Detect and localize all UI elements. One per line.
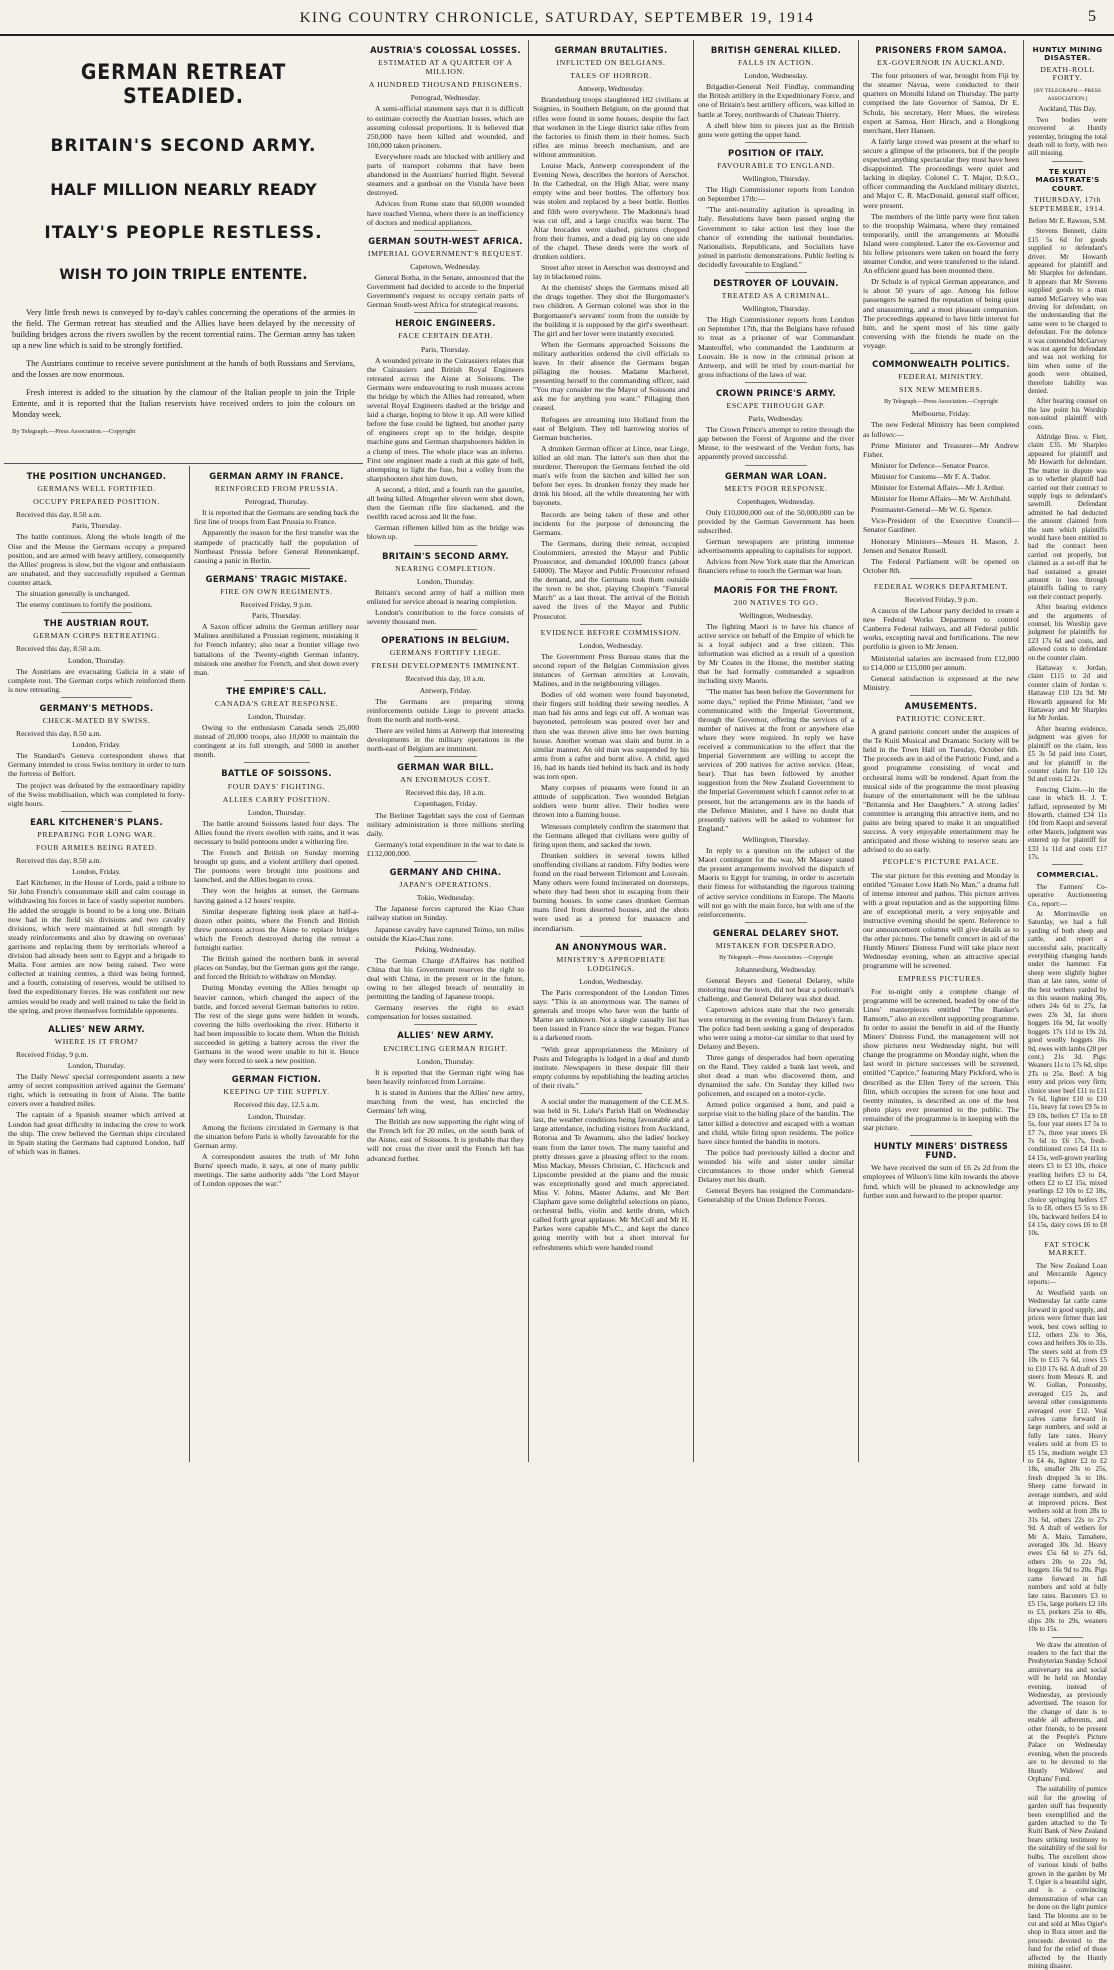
article-subhead: EVIDENCE BEFORE COMMISSION. [540, 627, 682, 637]
article-paragraph: Bodies of old women were found bayoneted, their fingers still holding their sewing needles. A man had his arms and legs cut off. A woman was bayoneted, petroleum was poured over her and then she was thrown alive into her own burning house. Another woman was slain and burnt in a similar manner. An old man was suspended by his arms from a rafter and burnt alive. A child, aged 16, had its hands tied behind its back and its body was torn open. [533, 690, 689, 782]
dateline: Received Friday, 9 p.m. [240, 600, 313, 610]
article-headline: AMUSEMENTS. [904, 700, 978, 711]
dateline: London, Thursday. [416, 576, 475, 586]
article-subhead: FOUR DAYS' FIGHTING. [227, 781, 326, 791]
dateline: Tokio, Wednesday. [416, 893, 475, 903]
article-paragraph: London's contribution to the force consists of seventy thousand men. [367, 607, 524, 627]
article-paragraph: A fairly large crowd was present at the wharf to secure a glimpse of the prisoners, but if the people expected anything spectacular they must have been disappointed. The proceedings were quiet and lacking in display. Colonel C. T. Major, D.S.O., officer commanding the Auckland military district, and Major C. R. MacDonald, general staff officer, were present. [863, 136, 1019, 210]
dateline: Received this day, 10 a.m. [405, 674, 486, 684]
column-7 [1023, 40, 1111, 1970]
article-headline: ALLIES' NEW ARMY. [397, 1030, 494, 1041]
article-paragraph: Dr Schulz is of typical German appearance, and is about 50 years of age. Among his fellow passengers he earned the reputation of being quiet and unassuming, and a most pleasant companion. The proceedings appeared to have little interest for him, and he spent most of his time gaily conversing with the friends he made on the voyage. [863, 277, 1019, 350]
dateline: London, Thursday. [247, 807, 306, 817]
article-subhead: NEARING COMPLETION. [395, 563, 496, 573]
article-paragraph: The enemy continues to fortify the positions. [16, 600, 153, 610]
article-subhead: ESCAPE THROUGH GAP. [726, 401, 826, 410]
article-paragraph: In reply to a question on the subject of the Maori contingent for the war, Mr Massey stated the present arrangements involved the dispatch of Maoris to Egypt for training, in order to ascertain their fitness for withstanding the rigorous training of active service conditions in Europe. The Maoris will not go with the main force, but with one of the reinforcements. [698, 846, 854, 919]
article-paragraph: Japanese cavalry have captured Teimo, ten miles outside the Kiao-Chau zone. [367, 924, 524, 943]
article-paragraph: It is reported that the Germans are sending back the first line of troops from East Prussia to France. [194, 508, 359, 527]
article-paragraph: The French and British on Sunday morning brought up guns, and a violent artillery duel opened. The pontoons were brought into positions and launched, and the Allies began to cross. [194, 848, 359, 885]
article-subhead: FRESH DEVELOPMENTS IMMINENT. [371, 661, 520, 671]
article-subhead: FEDERAL MINISTRY. [898, 372, 984, 382]
article-subhead: WHERE IS IT FROM? [54, 1036, 139, 1046]
article-headline: GERMAN WAR LOAN. [725, 470, 827, 481]
telegraph-credit: [BY TELEGRAPH.—PRESS ASSOCIATION.] [1034, 87, 1101, 103]
dateline: Petrograd, Wednesday. [410, 93, 481, 103]
article-subhead: MEETS POOR RESPONSE. [724, 483, 828, 493]
article-headline: GERMANS' TRAGIC MISTAKE. [205, 573, 348, 584]
article-subhead: ENCIRCLING GERMAN RIGHT. [383, 1043, 508, 1053]
article-paragraph: A social under the management of the C.E.M.S. was held in St. Luke's Parish Hall on Wednesday last, the weather conditions being favourable and a large attendance, including visitors from Auckland, Rotorua and Te Awamutu, also the ladies' hockey team from the latter town. The many tasteful and pretty dresses gave a pleasing effect to the room. Miss Mackay, Messrs Christian, C. Hitchcock and Lipscombe presided at the piano and the music was exceptionally good and much appreciated. Miss V. Johns, Master Adams, and Mr Bert Clapham gave some delightful selections on piano, orchestral bells, violin and kettle drum, which called forth great applause. Mr McColl and Mr H. Parkes were capable M's.C., and kept the dance going merrily with but a short interval for refreshments which were handed round [533, 1097, 689, 1252]
dateline: Received this day, 8.50 a.m. [16, 729, 102, 739]
article-paragraph: Only £10,000,000 out of the 50,000,000 can be provided by the German Government has been subscribed. [698, 507, 854, 536]
article-subhead: PATRIOTIC CONCERT. [896, 714, 986, 723]
article-headline: GERMANY'S METHODS. [39, 702, 154, 713]
article-paragraph: Advices from Rome state that 60,000 wounded have reached Vienna, where there is an inefficiency of doctors and medical appliances. [367, 199, 524, 227]
dateline: Paris, Thursday. [252, 611, 301, 621]
article-subhead: ALLIES CARRY POSITION. [222, 794, 331, 804]
article-paragraph: The Germans are preparing strong reinforcements outside Liege to prevent attacks from the north and north-west. [367, 696, 524, 724]
article-paragraph: Prime Minister and Treasurer—Mr Andrew Fisher. [863, 440, 1019, 459]
article-paragraph: The battle continues. Along the whole length of the Oise and the Meuse the Germans occupy a prepared position, and are armed with heavy artillery, consequently the Allies' progress is slow, but the vigour and enthusiasm are unabated, and they successfully repulsed a German counter attack. [8, 532, 185, 587]
article-paragraph: The High Commissioner reports from London on September 17th:— [698, 185, 854, 204]
article-headline: GERMAN SOUTH-WEST AFRICA. [368, 235, 523, 246]
article-paragraph: Stevens Bennett, claim £15 5s 6d for goods supplied to defendant's driver. Mr Howarth appeared for plaintiff and Mr Sharples for defendant. It appears that Mr Stevens supplied goods to a man named McGarvey who was driving for defendant, on the understanding that the same were to be charged to defendant. For the defence it was contended McGarvey was not agent for defendant and was not working for him when some of the goods were obtained, therefore liability was denied. [1028, 227, 1107, 396]
article-headline: BRITAIN'S SECOND ARMY. [382, 550, 509, 561]
article-headline: TE KUITI MAGISTRATE'S COURT. [1035, 166, 1100, 193]
article-subhead: TALES OF HORROR. [570, 71, 652, 81]
dateline: London, Wednesday. [579, 640, 643, 650]
article-paragraph: Street after street in Aerschot was destroyed and lay in blackened ruins. [533, 263, 689, 282]
article-paragraph: The British are now supporting the right wing of the French left for 20 miles, on the south bank of the Aisne, east of Soissons. It is probable that they will not cross the river until the French left has advanced further. [367, 1117, 524, 1163]
article-paragraph: General Beyers has resigned the Commandant-Generalship of the Union Defence Forces. [698, 1186, 854, 1205]
article-paragraph: A correspondent assures the truth of Mr John Burns' speech made, it says, at one of many public meetings. The same authority adds "the Lord Mayor of London opposes the war." [194, 1151, 359, 1189]
dateline: London, Thursday. [67, 1060, 126, 1070]
article-subhead: EMPRESS PICTURES. [898, 973, 984, 983]
article-paragraph: Drunken soldiers in several towns killed unoffending civilians at random. Fifty bodies were found on the road between Tirlemont and Louvain. Many others were found incinerated on doorsteps, where they had been shot in escaping from their burning houses. In some cases drunken German mans fired from deserted houses, and the shots were used as a pretext for massacre and incendiarism. [533, 850, 689, 933]
article-paragraph: For to-night only a complete change of programme will be screened, headed by one of the Lines' masterpieces entitled "The Banker's Ransom," also an excellent supporting programme. In order to assist the benefit in aid of the Huntly Miners' Distress Fund, the management will not show pictures next Wednesday night, but will change the programme on Monday night, when the last word in picture successes will be screened, entitled "Caprice," featuring Mary Pickford, who is described as the Ellen Terry of the screen. This film, which occupies the screen for one hour and twenty minutes, is described as one of the best photo plays ever presented to the public. The remainder of the programme is in keeping with the star picture. [863, 986, 1019, 1133]
article-subhead: THURSDAY, 17th SEPTEMBER, 1914. [1029, 195, 1106, 213]
dateline: Paris, Thursday. [72, 521, 121, 531]
article-paragraph: The Farmers' Co-operative Auctioneering Co., report:— [1028, 882, 1107, 908]
article-paragraph: A Saxon officer admits the German artillery near Malines annihilated a Prussian regiment, mistaking it for French infantry; also near a frontier village two battalions of the Twenty-eighth German infantry, mistook one another for French, and shot down every man. [194, 622, 359, 677]
article-subhead: GERMANS FORTIFY LIEGE. [389, 648, 502, 658]
dateline: Received Friday, 9 p.m. [904, 594, 978, 604]
article-paragraph: General Beyers and General Delarey, while motoring near the town, did not hear a policeman's challenge, and General Delarey was shot dead. [698, 976, 854, 1004]
article-headline: AUSTRIA'S COLOSSAL LOSSES. [370, 45, 521, 55]
dateline: London, Friday. [72, 740, 121, 750]
article-subhead: FALLS IN ACTION. [738, 58, 814, 68]
article-subhead: FIRE ON OWN REGIMENTS. [220, 586, 333, 596]
dateline: Johannesburg, Wednesday. [735, 965, 817, 975]
lead-headline-1: GERMAN RETREAT STEADIED. [80, 60, 287, 108]
article-paragraph: The British gained the northern bank in several places on Sunday, but the German guns got the range, and forced the British to withdraw on Monday. [194, 954, 359, 982]
article-paragraph: A grand patriotic concert under the auspices of the Te Kuiti Musical and Dramatic Society will be held in the Town Hall on Tuesday, October 6th. The proceeds are in aid of the Patriotic Fund, and a good programme consisting of vocal and orchestral items will be rendered. Apart from the musical side of the programme the most pleasing feature of the entertainment will be the tableau "Britannia and Her Daughters." A strong ladies' committee is arranging this attractive item, and no pains are being spared to make it an unqualified success. A very enjoyable entertainment may be anticipated and those wishing to reserve seats are advised to do so early. [863, 727, 1019, 855]
article-paragraph: Postmaster-General—Mr W. G. Spence. [871, 505, 993, 515]
article-paragraph: The members of the little party were first taken to the troopship Waimana, where they remained temporarily, until the arrangements at Motuihi Island were completed. Later the ex-Governor and his fellow prisoners were taken on board the ferry steamer Condor, and were transferred to the island. An efficient guard has been mounted there. [863, 211, 1019, 276]
article-paragraph: The suitability of pumice soil for the growing of garden stuff has frequently been exemplified and the garden attached to the Te Kuiti Bank of New Zealand bears striking testimony to the suitability of the soil for bulbs. The excellent show of various kinds of bulbs grown in the garden by Mr T. Ogier is a beautiful sight, and is a convincing demonstration of what can be done on the light pumice land. The blooms are to be cut and sold at Miss Ogier's shop in Rora street and the proceeds devoted to the fund for the relief of those affected by the Huntly mining disaster. [1028, 1785, 1107, 1970]
article-paragraph: Minister for Home Affairs—Mr W. Archibald. [871, 494, 1012, 504]
article-subhead: FOUR ARMIES BEING RATED. [36, 843, 157, 852]
article-paragraph: Among the fictions circulated in Germany is that the situation before Paris is wholly favourable for the German army. [194, 1122, 359, 1150]
article-paragraph: At Westfield yards on Wednesday fat cattle came forward in good supply, and prices were firmer than last week, best cows selling to £12, others 23s to 36s, cows and heifers 30s to 33s. The steers sold at from £9 10s to £15 7s 6d, cows £5 to £10 17s 6d. A draft of 20 steers from Messrs R. and W. Gollan, Ponsonby, averaged £15 2s, and several other consignments averaged over £12. Veal calves came forward in large numbers, and sold at fully late rates. Heavy vealers sold at from £5 to £5 15s, medium weight £3 to £4 4s, lighter £2 to £2 18s, smaller 20s to 25s, fresh dropped 3s to 18s. Sheep came forward in average numbers, and sold at improved prices. Best wethers sold at from 28s to 31s 6d, others 22s to 27s 9d. A draft of wethers for Mr A. Maio, Tamahere, averaged 30s 3d. Heavy ewes £5s 6d to 27s 6d, others 20s to 22s 9d, hoggets 16s 9d to 20s. Pigs came forward in full numbers and sold at fully late rates. Baconers £3 to £5 15s, large porkers £2 10s to £3, porkers 25s to 48s, slips 20s to 29s, weaners 10s to 15s. [1028, 1288, 1107, 1634]
dateline: Melbourne, Friday. [911, 409, 971, 419]
dateline: Wellington, Thursday. [742, 174, 810, 184]
article-paragraph: Apparently the reason for the first transfer was the stampede of practically half the population of Northeast Prussia before General Rennenkampf, causing a panic in Berlin. [194, 528, 359, 565]
article-paragraph: Two bodies were recovered at Huntly yesterday, bringing the total death roll to forty, with two still missing. [1028, 115, 1107, 158]
article-subhead: MISTAKEN FOR DESPERADO. [715, 940, 837, 950]
article-paragraph: General satisfaction is expressed at the new Ministry. [863, 673, 1019, 692]
dateline: Received this day, 8.50 a.m. [16, 856, 102, 866]
article-subhead: FAT STOCK MARKET. [1044, 1239, 1091, 1258]
article-paragraph: The Paris correspondent of the London Times says: "This is an anonymous war. The names of generals and troops who have won the battle of Marne are unknown. Not a single casualty list has been issued in France since the war began. France is a darkened room. [533, 988, 689, 1043]
article-paragraph: Britain's second army of half a million men enlisted for service abroad is nearing completion. [367, 587, 524, 606]
article-paragraph: The Crown Prince's attempt to retire through the gap between the Forest of Argonne and the river Meuse, to the westward of the Verdun forts, has apparently proved successful. [698, 425, 854, 462]
article-paragraph: When the Germans approached Soissons the military authorities ordered the civil officials to leave. In their absence the Germans began pillaging the houses. Madame Macherel, presenting herself to the commanding officer, said "You may consider me the Mayor of Soissons and ask me for anything you want." Pillaging then ceased. [533, 339, 689, 413]
article-headline: THE AUSTRIAN ROUT. [43, 618, 150, 629]
article-paragraph: The New Zealand Loan and Mercantile Agency reports:— [1028, 1261, 1107, 1287]
article-paragraph: It is reported that the German right wing has been heavily reinforced from Lorraine. [367, 1067, 524, 1086]
article-subhead: SIX NEW MEMBERS. [899, 385, 983, 395]
lead-headline-4: ITALY'S PEOPLE RESTLESS. [44, 223, 323, 243]
article-headline: GENERAL DELAREY SHOT. [712, 927, 840, 938]
article-paragraph: Vice-President of the Executive Council—Senator Gardiner. [863, 516, 1019, 535]
article-subhead: INFLICTED ON BELGIANS. [556, 58, 666, 68]
dateline: Paris, Thursday. [421, 344, 470, 354]
article-paragraph: Advices from New York state that the American financiers refuse to touch the German war loan. [698, 557, 854, 576]
article-paragraph: Ministerial salaries are increased from £12,000 to £14,000 or £15,000 per annum. [863, 653, 1019, 672]
article-paragraph: "The matter has been before the Government for some days," replied the Prime Minister, "and we communicated with the Imperial Government, through the Governor, offering the services of a number of natives at the front or anywhere else where they were required. In reply we have received a communication to the effect that the Imperial Government are willing to accept the services of 200 natives for active service. (Hear, hear). That has been followed by another suggestion from the New Zealand Government to the Imperial Government which I cannot refer to at present, but the arrangements are in the hands of the Defence Minister, and I have no doubt that presently natives will be asked to volunteer for England." [698, 687, 854, 833]
article-paragraph: A semi-official statement says that it is difficult to estimate correctly the Austrian losses, which are assuming colossal proportions. It is believed that 250,000 have been killed and wounded, and 100,000 taken prisoners. [367, 104, 524, 150]
article-paragraph: Owing to the enthusiasm Canada sends 25,000 instead of 20,000 troops, also 10,000 to maintain the contingent at its full strength, and 5000 in another month. [194, 723, 359, 760]
article-paragraph: A shell blew him to pieces just as the British guns were getting the upper hand. [698, 120, 854, 139]
article-paragraph: Aldridge Bros. v. Flett, claim £35. Mr Sharples appeared for plaintiff and Mr Howarth for defendant. The matter in dispute was as to whether plaintiff had carried out their contract to supply logs to defendant's sawmill. Defendant admitted he had deducted the amount claimed from the sum which plaintiffs would have been entitled to had the contract been carried out properly, but claimed as a set-off that he had sustained a greater amount in loss through plaintiffs failing to carry out their contract properly. [1028, 433, 1107, 601]
page-number: 5 [1088, 8, 1096, 25]
article-paragraph: The Daily News' special correspondent asserts a new army of secret composition arrived against the Germans' right, which is retreating in front of Aisne. The battle covers over a hundred miles. [8, 1072, 185, 1109]
article-subhead: REINFORCED FROM PRUSSIA. [214, 484, 339, 494]
article-headline: HUNTLY MINING DISASTER. [1032, 45, 1103, 63]
article-paragraph: The Standard's Geneva correspondent shows that Germany intended to cross Swiss territory in order to turn the fortress of Belfort. [8, 751, 185, 779]
column-1 [4, 466, 189, 1462]
dateline: Auckland, This Day. [1038, 105, 1097, 114]
dateline: Peking, Wednesday. [415, 944, 476, 954]
article-paragraph: Armed police organised a hunt, and paid a surprise visit to the hiding place of the bandits. The latter killed a detective and escaped with a woman and child, while firing upon residents. The police have since hunted the bandits in motors. [698, 1100, 854, 1146]
article-paragraph: Capetown advices state that the two generals were returning in the evening from Delarey's farm. The police had been seeking a gang of desperados who were using a motor-car similar to that used by Delarey and Beyers. [698, 1005, 854, 1051]
column-6 [858, 40, 1023, 1462]
article-paragraph: The battle around Soissons lasted four days. The Allies found the rivers swollen with rains, and it was necessary to build pontoons under a withering fire. [194, 818, 359, 846]
dateline: Wellington, Thursday. [742, 834, 810, 844]
article-subhead: MINISTRY'S APPROPRIATE LODGINGS. [556, 954, 666, 973]
article-paragraph: A drunken German officer at Lince, near Liege, killed an old man. The latter's son then shot the murderer. Thereupon the Germans fetched the old man's wife from the kitchen and killed her son before her eyes. In drunken frenzy they made her drink his blood, all the while threatening her with bayonets. [533, 443, 689, 508]
article-paragraph: The four prisoners of war, brought from Fiji by the steamer Navua, were conducted to their quarters on Motuihi Island on Thursday. The party comprised the late Governor of Samoa, Dr E. Schulz, his secretary, Herr Mues, the wireless expert at Samoa, Herr Hirsch, and a Hongkong merchant, Herr Hansen. [863, 71, 1019, 135]
dateline: London, Thursday. [67, 655, 126, 665]
article-paragraph: The new Federal Ministry has been completed as follows:— [863, 420, 1019, 439]
article-paragraph: German newspapers are printing immense advertisements appealing to capitalists for support. [698, 537, 854, 556]
dateline: Copenhagen, Wednesday. [737, 496, 815, 506]
article-paragraph: The captain of a Spanish steamer which arrived at London had great difficulty in inducing the crew to work the ship. The crew believed the German ships circulated in Spain stating the Germans had captured London, half of which was in flames. [8, 1110, 185, 1156]
article-subhead: GERMANS WELL FORTIFIED. [37, 484, 156, 494]
article-headline: AN ANONYMOUS WAR. [555, 941, 667, 952]
article-paragraph: They won the heights at sunset, the Germans having gained a 12 hours' respite. [194, 886, 359, 905]
article-paragraph: A second, a third, and a fourth ran the gauntlet, all being killed. Altogether eleven were shot down, then the German rifle fire slackened, and the twelfth raced across and lit the fuse. [367, 484, 524, 522]
lead-headline-3: HALF MILLION NEARLY READY [50, 180, 317, 199]
article-paragraph: The situation generally is unchanged. [16, 589, 130, 599]
article-headline: DESTROYER OF LOUVAIN. [713, 277, 839, 288]
article-paragraph: We have received the sum of £6 2s 2d from the employees of Wilson's lime kiln towards the above fund, which will be pleased to acknowledge any further sum and forward to the proper quarter. [863, 1163, 1019, 1200]
article-paragraph: Honorary Ministers—Messrs H. Mason, J. Jensen and Senator Russell. [863, 536, 1019, 555]
article-subhead: KEEPING UP THE SUPPLY. [223, 1087, 330, 1097]
article-headline: HUNTLY MINERS' DISTRESS FUND. [873, 1141, 1009, 1161]
masthead [0, 0, 1114, 36]
article-paragraph: During Monday evening the Allies brought up heavier cannon, which changed the aspect of the battle, and forced several German batteries to retire. The rest of the siege guns were hidden in woods, covering the hills overlooking the river. Hitherto it had been impossible to locate them. When the British succeeded in getting a battery across the river the Germans in the wood were unable to hit it. Hence they were forced to seek a new position. [194, 983, 359, 1066]
column-3 [363, 40, 528, 1462]
article-headline: GERMAN BRUTALITIES. [554, 45, 668, 55]
article-subhead: ESTIMATED AT A QUARTER OF A MILLION. [378, 58, 513, 77]
article-paragraph: Everywhere roads are blocked with artillery and parts of transport columns that have been abandoned in the Austrians' hurried flight. Several steamers and a gunboat on the Vistula have been destroyed. [367, 151, 524, 198]
article-headline: THE POSITION UNCHANGED. [26, 471, 167, 481]
article-paragraph: Louise Mack, Antwerp correspondent of the Evening News, describes the horrors of Aerschot. In the Cathedral, on the High Altar, were many empty wine and beer bottles. The offertory box was stolen and replaced by a beer bottle. Bottles and filth were everywhere. The Madonna's head was cut off, and a large crucifix was burnt. The Altar brocades were slashed, pictures chopped from their frames, and a dead pig lay on one side of the chapel. These deeds were the work of drunken soldiers. [533, 161, 689, 261]
lead-paragraph: Fresh interest is added to the situation by the clamour of the Italian people to join the Triple Entente, and it is reported that the Italian reservists have received orders to join the colours on Monday week. [12, 388, 355, 419]
dateline: Received this day, 10 a.m. [405, 788, 486, 798]
column-4 [528, 40, 693, 1462]
article-paragraph: The Japanese forces captured the Kiao Chau railway station on Sunday. [367, 904, 524, 923]
article-paragraph: Brigadier-General Neil Findlay, commanding the British artillery in the Expeditionary Force, and one of Britain's best artillery officers, was killed in battle at Torey, northwards of Chateau Thierry. [698, 82, 854, 119]
dateline: Antwerp, Wednesday. [577, 84, 645, 94]
article-headline: ALLIES' NEW ARMY. [48, 1023, 145, 1034]
dateline: Received this day, 12.5 a.m. [233, 1100, 320, 1110]
article-paragraph: It is stated in Amiens that the Allies' new army, marching from the west, has encircled the Germans' left wing. [367, 1087, 524, 1116]
article-headline: GERMAN WAR BILL. [397, 762, 494, 773]
article-paragraph: At the chemists' shops the Germans mixed all the drugs together. They shot the Burgomaster's two children. A German colonel was shot in the Burgomaster's servants' room from the outside by the building it is supposed by the girl's sweetheart. The girl and her lover were instantly executed. [533, 283, 689, 338]
article-paragraph: The High Commissioner reports from London on September 17th, that the Belgians have refused to treat as a prisoner of war Commandant Manteuffel, who commanded the Landsturm at Louvain. He is now in the criminal prison at Antwerp, and will be tried by court-martial for gross infractions of the laws of war. [698, 315, 854, 379]
article-paragraph: The Berliner Tageblatt says the cost of German military administration is three millions sterling daily. [367, 810, 524, 838]
article-headline: BATTLE OF SOISSONS. [221, 768, 332, 779]
masthead-title: KING COUNTRY CHRONICLE, SATURDAY, SEPTEMBER 19, 1914 [299, 10, 815, 26]
article-subhead: CHECK-MATED BY SWISS. [42, 715, 151, 725]
article-paragraph: Germany's total expenditure in the war to date is £132,000,000. [367, 839, 524, 858]
article-paragraph: Hattaway v. Jordan, claim £115 to 2d and counter claim of Jordan v. Hattaway £10 12s 9d. Mr Howarth appeared for Mr Hattaway and Mr Sharples for Mr Jordan. [1028, 664, 1107, 723]
article-subhead: 200 NATIVES TO GO. [733, 597, 819, 607]
article-paragraph: Records are being taken of these and other incidents for the purpose of denouncing the Germans. [533, 509, 689, 537]
article-paragraph: After hearing evidence and the arguments of counsel, his Worship gave judgment for plaintiffs for £23 17s 6d and costs, and allowed costs to defendant on the counter claim. [1028, 603, 1107, 662]
article-headline: COMMONWEALTH POLITICS. [872, 359, 1010, 369]
article-paragraph: The police had previously killed a doctor and wounded his wife and sister under similar circumstances to those under which General Delarey met his death. [698, 1147, 854, 1185]
dateline: Wellington, Wednesday. [739, 610, 813, 620]
article-paragraph: Earl Kitchener, in the House of Lords, paid a tribute to Sir John French's consummate skill and calm courage in withdrawing his forces in face of vastly superior numbers. He added the struggle is bound to be a long one. Britain now had in the field six divisions and two cavalry divisions, which were maintained at full strength by steady reinforcements and also by drawing on overseas' garrisons and replacing them by territorials whereof a division had already been sent to Egypt and a brigade to Malta. Four armies are now being raised. Two were collected at training centres, a third was being formed, and a fourth, consisting of reserves, would be utilised to feed the expeditionary forces. He was confident our new armies would be ready and well trained to take the field in the spring, and prove themselves formidable opponents. [8, 878, 185, 1015]
dateline: Received this day, 8.50 a.m. [16, 510, 102, 520]
dateline: London, Thursday. [247, 711, 306, 721]
telegraph-credit: By Telegraph.—Press Association.—Copyright [719, 954, 833, 961]
dateline: London, Friday. [72, 867, 121, 877]
dateline: London, Thursday. [247, 1111, 306, 1121]
article-paragraph: We draw the attention of readers to the fact that the Presbyterian Sunday School anniversary tea and social will be held on Monday evening, instead of Wednesday, as previously advertised. The reason for the change of date is to enable all adherents, and other friends, to be present at the People's Picture Palace on Wednesday evening, when the proceeds are to be devoted to the Huntly Widows' and Orphans' Fund. [1028, 1640, 1107, 1784]
telegraph-credit: By Telegraph.—Press Association.—Copyright [884, 399, 998, 406]
article-paragraph: After hearing counsel on the law point his Worship non-suited plaintiff with costs. [1028, 397, 1107, 431]
article-subhead: DEATH-ROLL FORTY. [1040, 64, 1095, 83]
article-headline: HEROIC ENGINEERS. [395, 318, 496, 329]
lead-story [4, 40, 363, 464]
article-subhead: OCCUPY PREPARED POSITION. [33, 497, 160, 507]
article-subhead: IMPERIAL GOVERNMENT'S REQUEST. [367, 248, 524, 258]
article-paragraph: Refugees are streaming into Holland from the east of Belgium. They tell harrowing stories of German butcheries. [533, 414, 689, 442]
article-paragraph: Three gangs of desperados had been operating on the Rand. They raided a bank last week, and shot dead a man who discovered them, and dynamited the safe. On Sunday they killed two policemen, and escaped on a motor-cycle. [698, 1052, 854, 1099]
article-paragraph: "The anti-neutrality agitation is spreading in Italy. Resolutions have been passed urging the Government to take action lest they lose the chance of extending the national boundaries. Nationalists, Republicans, and Socialists have joined in patriotic demonstrations. Public feeling is decidedly favourable to England." [698, 205, 854, 269]
dateline: London, Wednesday. [744, 71, 808, 81]
article-subhead: FAVOURABLE TO ENGLAND. [717, 160, 835, 170]
dateline: Wellington, Thursday. [742, 304, 810, 314]
article-subhead: PEOPLE'S PICTURE PALACE. [882, 857, 1000, 867]
article-paragraph: Many corpses of peasants were found in an attitude of supplication. Two wounded Belgian soldiers were burnt alive. Their bodies were thrown into a flaming house. [533, 783, 689, 820]
article-paragraph: "With great appropriateness the Ministry of Posts and Telegraphs is lodged in a deaf and dumb institute. Newspapers in these despair fill their empty columns by republishing the leading articles of their rivals." [533, 1044, 689, 1090]
article-paragraph: Brandenburg troops slaughtered 182 civilians at Soignies, in Southern Belgium, on the ground that rifles were found in some houses, despite the fact that workmen in the Liege district take rifles from the factories to finish them in their homes. Such rifles are minus breech mechanism, and are without ammunition. [533, 95, 689, 159]
article-headline: POSITION OF ITALY. [728, 147, 824, 158]
article-headline: OPERATIONS IN BELGIUM. [381, 635, 510, 646]
lead-headline-2: BRITAIN'S SECOND ARMY. [50, 136, 317, 156]
article-subhead: A HUNDRED THOUSAND PRISONERS. [368, 80, 523, 90]
article-paragraph: The project was defeated by the extraordinary rapidity of the Swiss mobilisation, which was completed in forty-eight hours. [8, 780, 185, 808]
dateline: Paris, Wednesday. [748, 414, 804, 424]
dateline: Received Friday, 9 p.m. [16, 1049, 89, 1059]
article-subhead: JAPAN'S OPERATIONS. [399, 880, 492, 890]
article-headline: GERMANY AND CHINA. [389, 867, 502, 878]
dateline: Received this day, 8.50 a.m. [16, 644, 102, 654]
article-paragraph: The Federal Parliament will be opened on October 8th. [863, 556, 1019, 575]
lead-paragraph: The Austrians continue to receive severe punishment at the hands of both Russians and Servians, and the losses are now enormous. [12, 359, 355, 379]
article-paragraph: A caucus of the Labour party decided to create a new Federal Works Department to control Canberra Federal railways, and all Federal public works, excepting naval and fortifications. The new portfolio is given to Mr Jensen. [863, 606, 1019, 652]
article-headline: BRITISH GENERAL KILLED. [710, 45, 842, 55]
article-paragraph: The German Charge d'Affaires has notified China that his Government reserves the right to deal with China, in the present or in the future, owing to her alleged breach of neutrality in permitting the landing of Japanese troops. [367, 955, 524, 1002]
article-paragraph: Witnesses completely confirm the statement that the Germans alleged that civilians were guilty of firing upon them, and sacked the town. [533, 821, 689, 849]
article-paragraph: At Morrinsville on Saturday, we had a full yarding of both sheep and cattle, and report a successful sale, practically everything changing hands under the hammer. Fat sheep were slightly higher than at late rates, some of the best wethers yarded by us this season making 30s, others 24s 6d to 27s, fat ewes 23s 3d, fat shorn hoggets 16s 9d, fat woolly hoggets 17s 11d to 19s 2d, good woolly hoggets 16s 9d, ewes with lambs (20 per cent.) 21s 3d. Pigs: Weaners 11s to 17s 6d, slips 2Ts to 25s. Beef: A big entry and prices very firm; choice steer beef £11 to £11 7s 6d, lighter £10 to £10 11s, heavy fat cows £9 5s to £9 10s, heifers £7 15s to £8 5s, four year steers £7 5s to £7 7s, three year steers £6 7s 6d to £6 17s, fresh-conditioned cows £4 11s to £4 15s, well-grown yearling steers £3 to £3 10s, choice yearling heifers £3 to £4, others £2 to £2 15s, mixed yearlings £2 10s to £2 18s, choice springing heifers £7 5s to £8, others £5 5s to £6 10s, backward heifers £4 to £4 15s, dairy cows £6 to £8 10s. [1028, 910, 1107, 1238]
article-headline: COMMERCIAL. [1036, 870, 1099, 880]
dateline: Capetown, Wednesday. [410, 261, 481, 271]
article-subhead: TREATED AS A CRIMINAL. [721, 291, 831, 301]
dateline: Before Mr E. Rawson, S.M. [1028, 216, 1107, 225]
article-subhead: PREPARING FOR LONG WAR. [37, 829, 156, 839]
lead-headline-5: WISH TO JOIN TRIPLE ENTENTE. [59, 267, 308, 283]
article-headline: EARL KITCHENER'S PLANS. [30, 816, 163, 827]
article-paragraph: There are veiled hints at Antwerp that interesting developments in the military operations in the north-east of Belgium are imminent. [367, 725, 524, 754]
article-subhead: GERMAN CORPS RETREATING. [33, 631, 160, 641]
dateline: Antwerp, Friday. [419, 685, 472, 695]
article-paragraph: Fencing Claim.—In the case in which H. J. T. Jaffard, represented by Mr Howarth, claimed £34 11s 10d from Kaopi and several other Maoris, judgment was entered up for plaintiff for £33 1s 11d and costs £17 17s. [1028, 785, 1107, 861]
article-headline: MAORIS FOR THE FRONT. [713, 584, 839, 595]
dateline: London, Wednesday. [579, 976, 643, 986]
article-headline: CROWN PRINCE'S ARMY. [715, 387, 837, 398]
article-headline: PRISONERS FROM SAMOA. [875, 45, 1007, 55]
article-paragraph: Minister for Defence—Senator Pearce. [871, 460, 990, 470]
article-headline: GERMAN FICTION. [231, 1074, 322, 1085]
article-paragraph: The Government Press Bureau states that the second report of the Belgian Commission gives instances of German atrocities at Louvain, Malines, and in the neighbouring villages. [533, 651, 689, 689]
article-paragraph: Minister for External Affairs—Mr J. Arthur. [871, 483, 1005, 493]
article-headline: GERMAN ARMY IN FRANCE. [209, 471, 344, 481]
article-paragraph: German riflemen killed him as the bridge was blown up. [367, 523, 524, 542]
telegraph-credit: By Telegraph.—Press Association.—Copyright [12, 428, 136, 435]
article-paragraph: Similar desperate fighting took place at half-a-dozen other points, where the French and British threw pontoons across the Aisne to replace bridges which the French destroyed during the retreat a fortnight earlier. [194, 906, 359, 953]
article-subhead: CANADA'S GREAT RESPONSE. [214, 698, 339, 708]
article-subhead: EX-GOVERNOR IN AUCKLAND. [876, 58, 1006, 68]
lead-paragraph: Very little fresh news is conveyed by to-day's cables concerning the operations of the armies in the field. The German retreat has steadied and the Allies have been delayed by the necessity of building bridges across the rivers swollen by the recent torrential rains. The German army has taken up a new line which is said to be strongly fortified. [12, 308, 355, 350]
article-paragraph: A wounded private in the Cuirassiers relates that the Cuirassiers and British Royal Engineers retreated across the Aisne at Soissons. The Germans were endeavouring to rush musses across the bridge by which the Allies had retreated, when several Royal Engineers dashed at the bridge and laid a charge, hoping to blow it up. All were killed before the fuse could be lighted, but another party of engineers crept up to the bridge, despite machine guns and German sharpshooters hidden in a clump of trees. The whole place was an inferno. First one engineer made a rush at this gate of hell, attempting to light the fuse, but a volley from the sharpshooters shot him down. [367, 355, 524, 483]
article-paragraph: The Germans, during their retreat, occupied Coulommiers, arrested the Mayor and Public Prosecutor, and demanded 100,000 francs (about £4000). The Mayor and Public Prosecutor refused the demand, and the Germans took them outside the town to be shot, playing Chopin's "Funeral March" as a last threat. The arrival of the British saved the lives of the Mayor and Public Prosecutor. [533, 538, 689, 621]
article-subhead: FEDERAL WORKS DEPARTMENT. [873, 581, 1009, 591]
article-subhead: AN ENORMOUS COST. [400, 775, 491, 785]
column-5 [693, 40, 858, 1462]
article-subhead: FACE CERTAIN DEATH. [398, 331, 493, 341]
column-2 [189, 466, 363, 1462]
dateline: Copenhagen, Friday. [414, 799, 477, 809]
article-paragraph: Minister for Customs—Mr F. A. Tudor. [871, 471, 991, 481]
article-paragraph: General Botha, in the Senate, announced that the Government had decided to accede to the Imperial Government's request to occupy certain parts of German South-west Africa for strategical reasons. [367, 272, 524, 310]
dateline: Petrograd, Thursday. [244, 497, 309, 507]
article-paragraph: The star picture for this evening and Monday is entitled "Greater Love Hath No Man," a drama full of intense interest and pathos. This picture arrives with a great reputation and as the supporting films are of exceptional merit, a very enjoyable and instructive evening should be spent. Reference to our announcement columns will give details as to the other pictures. The benefit concert in aid of the Huntly Miners' Distress Fund will take place next Wednesday evening, when an attractive special programme will be screened. [863, 870, 1019, 971]
article-headline: THE EMPIRE'S CALL. [226, 685, 327, 696]
dateline: London, Thursday. [416, 1056, 475, 1066]
article-paragraph: Germany reserves the right to exact compensation for losses sustained. [367, 1003, 524, 1022]
article-paragraph: The fighting Maori is to have his chance of active service on behalf of the Empire of which he is a loyal subject and a free citizen. This information was elicited as a result of a question by Mr Coates in the House, the member stating that he had formally commanded a squadron including sixty Maoris. [698, 621, 854, 686]
article-paragraph: The Austrians are evacuating Galicia in a state of complete rout. The German corps which reinforced them is now retreating. [8, 666, 185, 694]
article-paragraph: After hearing evidence, judgment was given for plaintiff on the claim, less £5 3s 5d paid into Court, and for plaintiff in the counter claim for £10 12s 9d and costs £2 2s. [1028, 724, 1107, 784]
